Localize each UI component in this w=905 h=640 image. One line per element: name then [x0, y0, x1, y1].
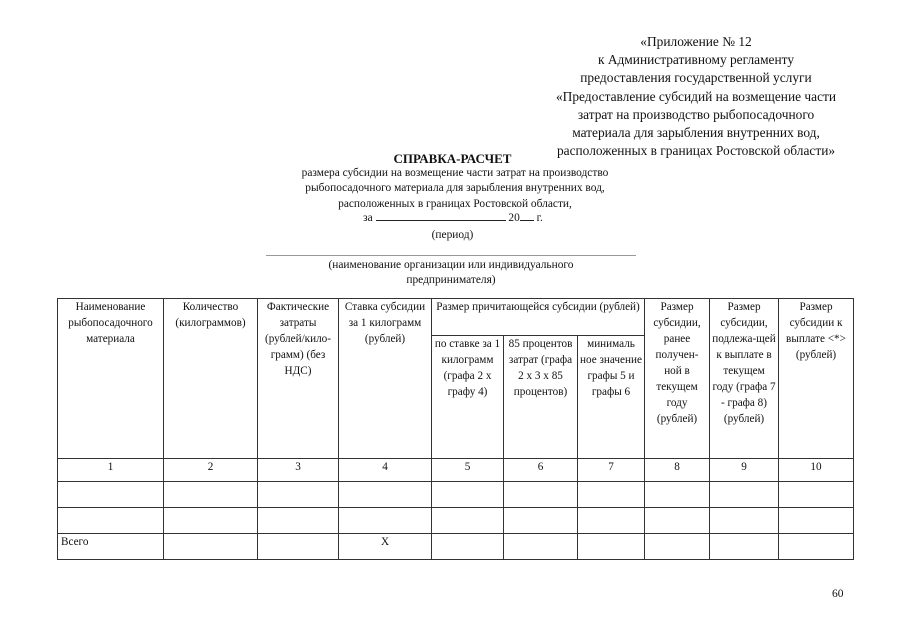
year-blank-field[interactable] — [520, 210, 534, 221]
column-number: 2 — [164, 459, 258, 482]
column-number: 10 — [779, 459, 854, 482]
period-label: (период) — [431, 229, 474, 241]
header-cell: Фактические затраты (рублей/кило-грамм) (без НДС) — [258, 299, 339, 459]
column-number: 7 — [578, 459, 645, 482]
header-cell: Размер субсидии к выплате <*> (рублей) — [779, 299, 854, 459]
table-cell[interactable] — [339, 508, 432, 534]
document-subtitle — [255, 166, 655, 212]
total-label: Всего — [58, 534, 164, 560]
table-cell[interactable] — [710, 482, 779, 508]
calculation-table — [57, 298, 854, 560]
header-row — [58, 299, 854, 336]
column-number: 5 — [432, 459, 504, 482]
period-blank-field[interactable] — [376, 210, 506, 221]
table-cell[interactable] — [58, 508, 164, 534]
page-number: 60 — [832, 588, 844, 600]
period-year: 20 — [508, 212, 520, 224]
appendix-line: расположенных в границах Ростовской области» — [556, 143, 836, 159]
period-line — [348, 210, 558, 224]
header-subcell: минималь ное значение графы 5 и графы 6 — [578, 336, 645, 459]
table-cell[interactable] — [710, 534, 779, 560]
column-number: 1 — [58, 459, 164, 482]
header-cell: Ставка субсидии за 1 килограмм (рублей) — [339, 299, 432, 459]
appendix-header — [496, 33, 896, 160]
table-cell[interactable] — [432, 534, 504, 560]
org-label-line: предпринимателя) — [406, 274, 496, 286]
table-cell[interactable] — [645, 482, 710, 508]
column-number: 9 — [710, 459, 779, 482]
table-cell[interactable] — [258, 482, 339, 508]
table-cell[interactable] — [779, 534, 854, 560]
appendix-line: предоставления государственной услуги — [580, 70, 812, 86]
appendix-line: к Административному регламенту — [597, 52, 795, 68]
appendix-line: затрат на производство рыбопосадочного — [577, 106, 815, 122]
table-cell[interactable] — [58, 482, 164, 508]
column-number: 8 — [645, 459, 710, 482]
org-label-line: (наименование организации или индивидуального — [328, 259, 574, 271]
total-col4-mark: Х — [339, 534, 432, 560]
subtitle-line: рыбопосадочного материала для зарыбления внутренних вод, — [305, 182, 605, 195]
organization-blank-line[interactable] — [266, 255, 636, 256]
table-cell[interactable] — [258, 534, 339, 560]
table-cell[interactable] — [432, 508, 504, 534]
header-cell: Размер субсидии, ранее получен-ной в текущем году (рублей) — [645, 299, 710, 459]
table-cell[interactable] — [504, 482, 578, 508]
table-cell[interactable] — [504, 508, 578, 534]
header-cell: Наименование рыбопосадочного материала — [58, 299, 164, 459]
document-title: СПРАВКА-РАСЧЕТ — [393, 151, 512, 166]
appendix-line: материала для зарыбления внутренних вод, — [572, 125, 820, 141]
table-row — [58, 508, 854, 534]
table-cell[interactable] — [779, 482, 854, 508]
header-cell: Размер субсидии, подлежа-щей к выплате в текущем году (графа 7 - графа 8) (рублей) — [710, 299, 779, 459]
table-cell[interactable] — [578, 534, 645, 560]
column-number-row — [58, 459, 854, 482]
header-group-cell: Размер причитающейся субсидии (рублей) — [432, 299, 645, 336]
appendix-line: «Предоставление субсидий на возмещение части — [555, 88, 837, 104]
table-row — [58, 482, 854, 508]
header-cell: Количество (килограммов) — [164, 299, 258, 459]
table-cell[interactable] — [645, 508, 710, 534]
subtitle-line: расположенных в границах Ростовской области, — [338, 197, 572, 210]
organization-label — [301, 258, 601, 288]
table-cell[interactable] — [164, 534, 258, 560]
table-cell[interactable] — [645, 534, 710, 560]
table-cell[interactable] — [339, 482, 432, 508]
table-cell[interactable] — [578, 508, 645, 534]
column-number: 6 — [504, 459, 578, 482]
column-number: 4 — [339, 459, 432, 482]
table-cell[interactable] — [779, 508, 854, 534]
period-prefix: за — [363, 212, 373, 224]
subtitle-line: размера субсидии на возмещение части затрат на производство — [301, 167, 609, 179]
table-cell[interactable] — [578, 482, 645, 508]
header-subcell: по ставке за 1 килограмм (графа 2 х графу 4) — [432, 336, 504, 459]
header-subcell: 85 процентов затрат (графа 2 х 3 х 85 процентов) — [504, 336, 578, 459]
table-cell[interactable] — [710, 508, 779, 534]
column-number: 3 — [258, 459, 339, 482]
table-cell[interactable] — [164, 482, 258, 508]
period-suffix: г. — [536, 212, 543, 224]
table-cell[interactable] — [504, 534, 578, 560]
appendix-line: «Приложение № 12 — [640, 34, 752, 49]
total-row — [58, 534, 854, 560]
table-cell[interactable] — [164, 508, 258, 534]
table-cell[interactable] — [432, 482, 504, 508]
table-cell[interactable] — [258, 508, 339, 534]
